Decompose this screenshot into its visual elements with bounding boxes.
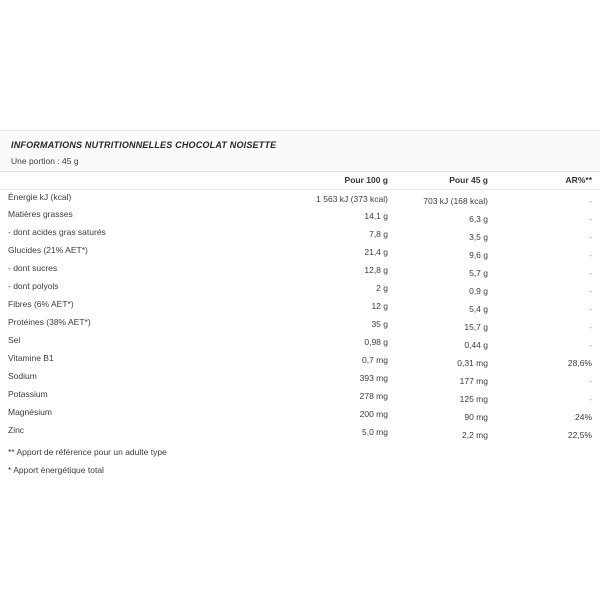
column-header-nutrient [0,172,230,189]
nutrient-label: Potassium [8,389,48,399]
footnote-reference-intake: ** Apport de référence pour un adulte type [8,447,167,457]
table-row [0,225,600,243]
value-per-45g: 5,7 g [469,267,488,278]
table-row [0,405,600,423]
value-per-100g: 393 mg [359,373,388,383]
table-row [0,333,600,351]
nutrient-label: Fibres (6% AET*) [8,299,74,309]
value-per-100g: 1 563 kJ (373 kcal) [316,193,388,204]
value-per-45g: 90 mg [464,411,488,422]
table-body [0,189,600,441]
value-per-45g: 5,4 g [469,303,488,314]
value-per-45g: 125 mg [459,393,488,404]
table-row [0,189,600,207]
value-ar-percent: 24% [574,411,592,422]
table-row [0,297,600,315]
value-per-100g: 5,0 mg [362,427,388,437]
value-per-45g: 177 mg [459,375,488,386]
column-header-per-45g: Pour 45 g [388,172,488,189]
table-row [0,261,600,279]
value-per-45g: 15,7 g [464,321,488,332]
table-row [0,243,600,261]
value-per-45g: 2,2 mg [462,429,488,440]
value-ar-percent: - [589,213,592,224]
nutrient-label: - dont polyols [8,281,59,291]
value-ar-percent: 22,5% [567,429,592,440]
nutrient-label: Zinc [8,425,25,435]
table-row [0,279,600,297]
value-per-45g: 6,3 g [469,213,488,224]
table-title: INFORMATIONS NUTRITIONNELLES CHOCOLAT NOISETTE [11,140,277,150]
footnotes [0,443,600,479]
value-per-45g: 0,31 mg [457,357,488,368]
nutrient-label: Matières grasses [8,209,73,219]
nutrient-label: Protéines (38% AET*) [8,317,91,327]
column-header-ar-percent: AR%** [488,172,600,189]
portion-subtitle: Une portion : 45 g [11,156,79,166]
value-per-100g: 278 mg [359,391,388,401]
value-per-100g: 0,98 g [364,337,388,347]
value-ar-percent: - [589,285,592,296]
nutrient-label: Énergie kJ (kcal) [8,191,72,202]
table-row [0,351,600,369]
table-row [0,369,600,387]
value-ar-percent: - [589,303,592,314]
value-per-100g: 12 g [371,301,388,311]
nutrition-table [0,172,600,441]
value-ar-percent: - [589,267,592,278]
table-row [0,207,600,225]
value-ar-percent: - [589,249,592,260]
value-per-100g: 2 g [376,283,388,293]
nutrient-label: - dont sucres [8,263,58,273]
value-ar-percent: - [589,393,592,404]
value-per-45g: 0,44 g [464,339,488,350]
table-row [0,423,600,441]
value-per-100g: 14,1 g [364,211,388,221]
nutrient-label: Sodium [8,371,37,381]
nutrient-label: - dont acides gras saturés [8,227,106,237]
value-per-45g: 9,6 g [469,249,488,260]
value-per-100g: 200 mg [359,409,388,419]
value-per-100g: 35 g [371,319,388,329]
value-ar-percent: - [589,339,592,350]
column-header-row [0,172,600,189]
table-head [0,172,600,189]
nutrient-label: Magnésium [8,407,52,417]
value-per-100g: 12,8 g [364,265,388,275]
value-ar-percent: 28,6% [567,357,592,368]
value-per-100g: 7,8 g [369,229,388,239]
table-row [0,315,600,333]
value-per-45g: 703 kJ (168 kcal) [423,196,488,206]
table-header-section [0,130,600,172]
table-row [0,387,600,405]
value-per-45g: 0,9 g [469,285,488,296]
value-ar-percent: - [589,196,592,206]
nutrition-panel [0,130,600,479]
value-per-100g: 0,7 mg [362,355,388,365]
column-header-per-100g: Pour 100 g [230,172,388,189]
nutrient-label: Glucides (21% AET*) [8,245,88,255]
value-ar-percent: - [589,231,592,242]
nutrient-label: Vitamine B1 [8,353,54,363]
value-per-45g: 3,5 g [469,231,488,242]
value-ar-percent: - [589,375,592,386]
value-ar-percent: - [589,321,592,332]
footnote-total-energy: * Apport énergétique total [8,465,104,475]
value-per-100g: 21,4 g [364,247,388,257]
nutrient-label: Sel [8,335,21,345]
